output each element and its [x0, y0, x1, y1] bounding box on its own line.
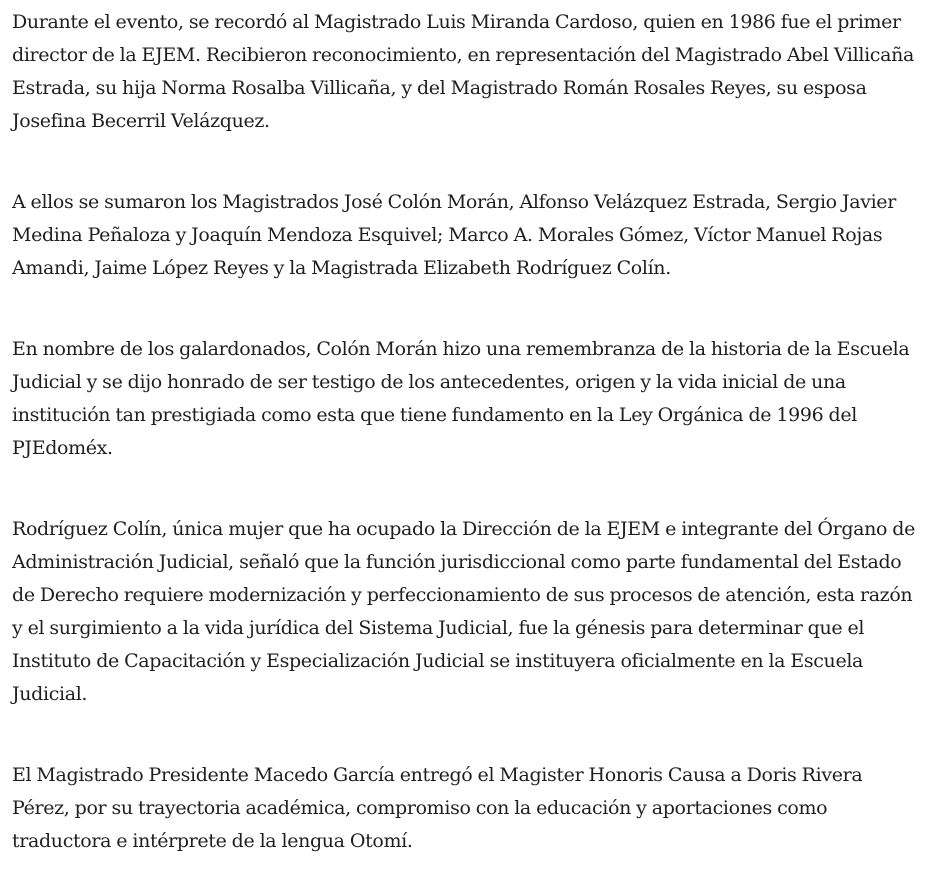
paragraph-colon-moran-speech: En nombre de los galardonados, Colón Morán hizo una remembranza de la historia de la Escuela Judicial y se dijo honrado de ser testigo de los antecedentes, origen y la vida inicial de una institución tan prestigiada como esta que tiene fundamento en la Ley Orgánica de 1996 del PJEdoméx.: [12, 338, 910, 459]
paragraph-rodriguez-colin-speech: Rodríguez Colín, única mujer que ha ocupado la Dirección de la EJEM e integrante del Órgano de Administración Judicial, señaló que la función jurisdiccional como parte fundamental del Estado de Derecho requiere modernización y perfeccionamiento de sus procesos de atención, esta razón y el surgimiento a la vida jurídica del Sistema Judicial, fue la génesis para determinar que el Instituto de Capacitación y Especialización Judicial se instituyera oficialmente en la Escuela Judicial.: [12, 518, 916, 705]
paragraph-honoris-causa: El Magistrado Presidente Macedo García entregó el Magister Honoris Causa a Doris Rivera Pérez, por su trayectoria académica, compromiso con la educación y aportaciones como traductora e intérprete de la lengua Otomí.: [12, 764, 863, 852]
paragraph-magistrates-list: A ellos se sumaron los Magistrados José Colón Morán, Alfonso Velázquez Estrada, Sergio Javier Medina Peñaloza y Joaquín Mendoza Esquivel; Marco A. Morales Gómez, Víctor Manuel Rojas Amandi, Jaime López Reyes y la Magistrada Elizabeth Rodríguez Colín.: [12, 191, 896, 279]
paragraph-event-recognition: Durante el evento, se recordó al Magistrado Luis Miranda Cardoso, quien en 1986 fue el primer director de la EJEM. Recibieron reconocimiento, en representación del Magistrado Abel Villicaña Estrada, su hija Norma Rosalba Villicaña, y del Magistrado Román Rosales Reyes, su esposa Josefina Becerril Velázquez.: [12, 11, 914, 132]
article-body: [12, 6, 917, 858]
